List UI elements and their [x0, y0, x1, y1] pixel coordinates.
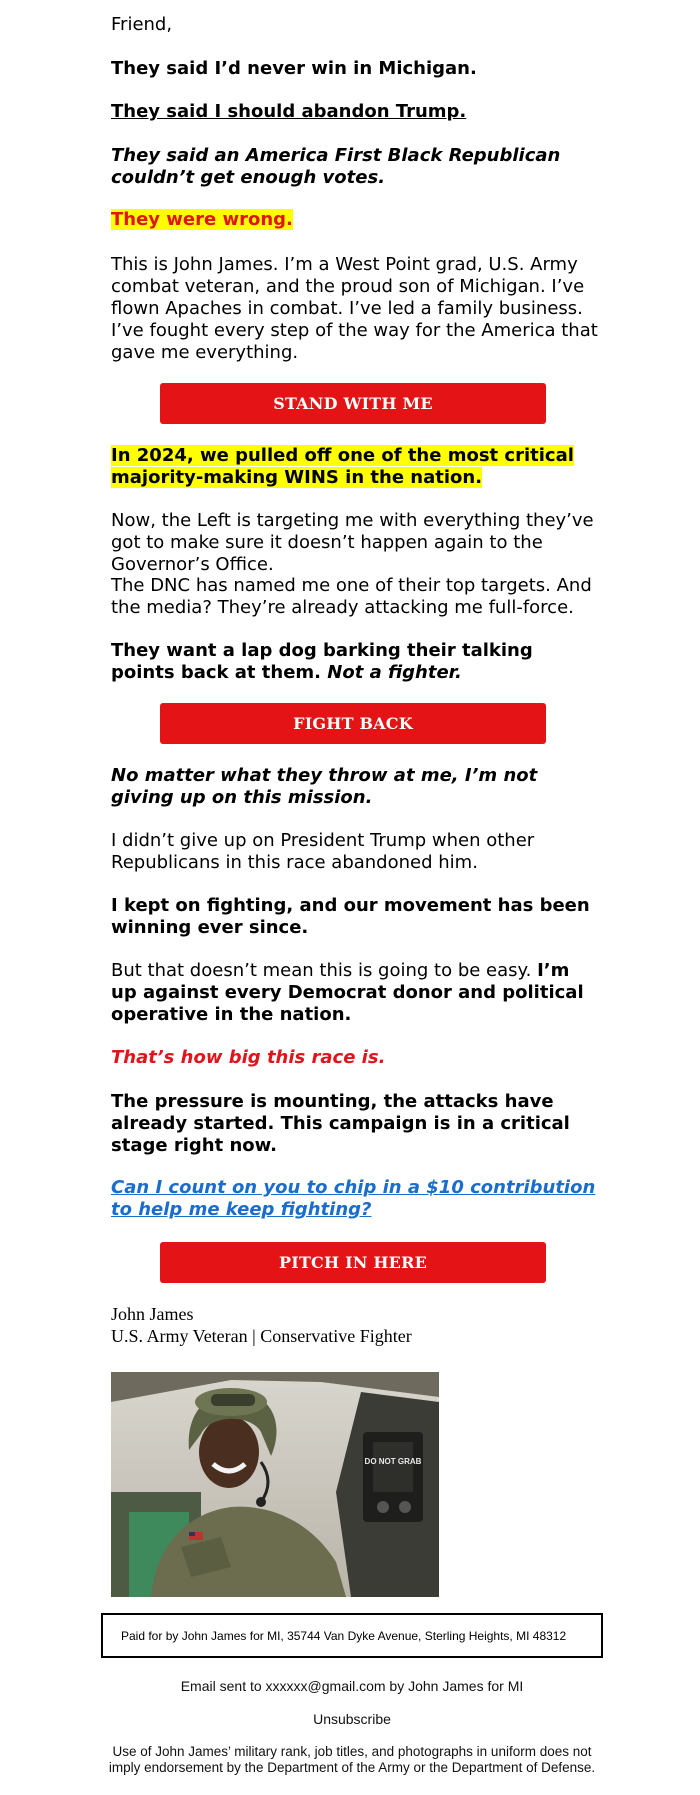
disclaimer: Use of John James’ military rank, job titles, and photographs in uniform does not imply endorsement by the Department of the Army or the Department of Defense.	[108, 1744, 596, 1775]
pressure-paragraph: The pressure is mounting, the attacks have already started. This campaign is in a critical stage right now.	[111, 1091, 570, 1156]
paid-for-text: Paid for by John James for MI, 35744 Van Dyke Avenue, Sterling Heights, MI 48312	[121, 1628, 567, 1643]
dnc-paragraph: The DNC has named me one of their top targets. And the media? They’re already attacking me full-force.	[111, 575, 592, 618]
do-not-grab-sign: DO NOT GRAB	[364, 1457, 422, 1466]
email-sent-to: Email sent to xxxxxx@gmail.com by John James for MI	[180, 1678, 524, 1694]
unsubscribe-line	[101, 1711, 603, 1728]
win-highlight: In 2024, we pulled off one of the most critical majority-making WINS in the nation.	[111, 445, 574, 488]
intro-paragraph: This is John James. I’m a West Point grad, U.S. Army combat veteran, and the proud son of Michigan. I’ve flown Apaches in combat. I’ve led a family business. I’ve fought every step of the way for the America that gave me everything.	[111, 254, 598, 363]
win-paragraph	[111, 445, 601, 489]
lapdog-bold-text: They want a lap dog barking their talking points back at them.	[111, 640, 533, 683]
they-said-trump-line: They said I should abandon Trump.	[111, 101, 467, 122]
signature-title: U.S. Army Veteran | Conservative Fighter	[111, 1326, 412, 1346]
contribution-link[interactable]: Can I count on you to chip in a $10 contribution to help me keep fighting?	[111, 1177, 596, 1220]
greeting: Friend,	[111, 14, 173, 35]
ask-paragraph	[111, 1177, 601, 1221]
no-matter-paragraph: No matter what they throw at me, I’m not giving up on this mission.	[111, 765, 538, 808]
they-said-votes-line: They said an America First Black Republican couldn’t get enough votes.	[111, 145, 561, 188]
pilot-photo-illustration	[111, 1372, 439, 1597]
kept-fighting-paragraph: I kept on fighting, and our movement has been winning ever since.	[111, 895, 590, 938]
lapdog-paragraph	[111, 640, 601, 684]
signature-name: John James	[111, 1304, 194, 1324]
unsubscribe-link[interactable]: Unsubscribe	[313, 1711, 391, 1727]
easy-bold-text: I’m up against every Democrat donor and political operative in the nation.	[111, 960, 584, 1025]
pilot-photo	[111, 1372, 439, 1597]
didnt-give-up-paragraph: I didn’t give up on President Trump when other Republicans in this race abandoned him.	[111, 830, 535, 873]
fight-back-button[interactable]: FIGHT BACK	[160, 703, 546, 744]
left-targeting-paragraph: Now, the Left is targeting me with everything they’ve got to make sure it doesn’t happen again to the Governor’s Office.	[111, 510, 594, 575]
easy-paragraph	[111, 960, 601, 1026]
stand-with-me-button[interactable]: STAND WITH ME	[160, 383, 546, 424]
they-were-wrong-line	[111, 209, 601, 231]
big-race-line: That’s how big this race is.	[111, 1047, 386, 1068]
lapdog-italic-text: Not a fighter.	[321, 662, 462, 683]
easy-plain-text: But that doesn’t mean this is going to be easy.	[111, 960, 538, 981]
they-were-wrong-highlight: They were wrong.	[111, 209, 293, 230]
pitch-in-here-button[interactable]: PITCH IN HERE	[160, 1242, 546, 1283]
they-said-win-line: They said I’d never win in Michigan.	[111, 58, 477, 79]
paid-for-box	[101, 1613, 603, 1658]
